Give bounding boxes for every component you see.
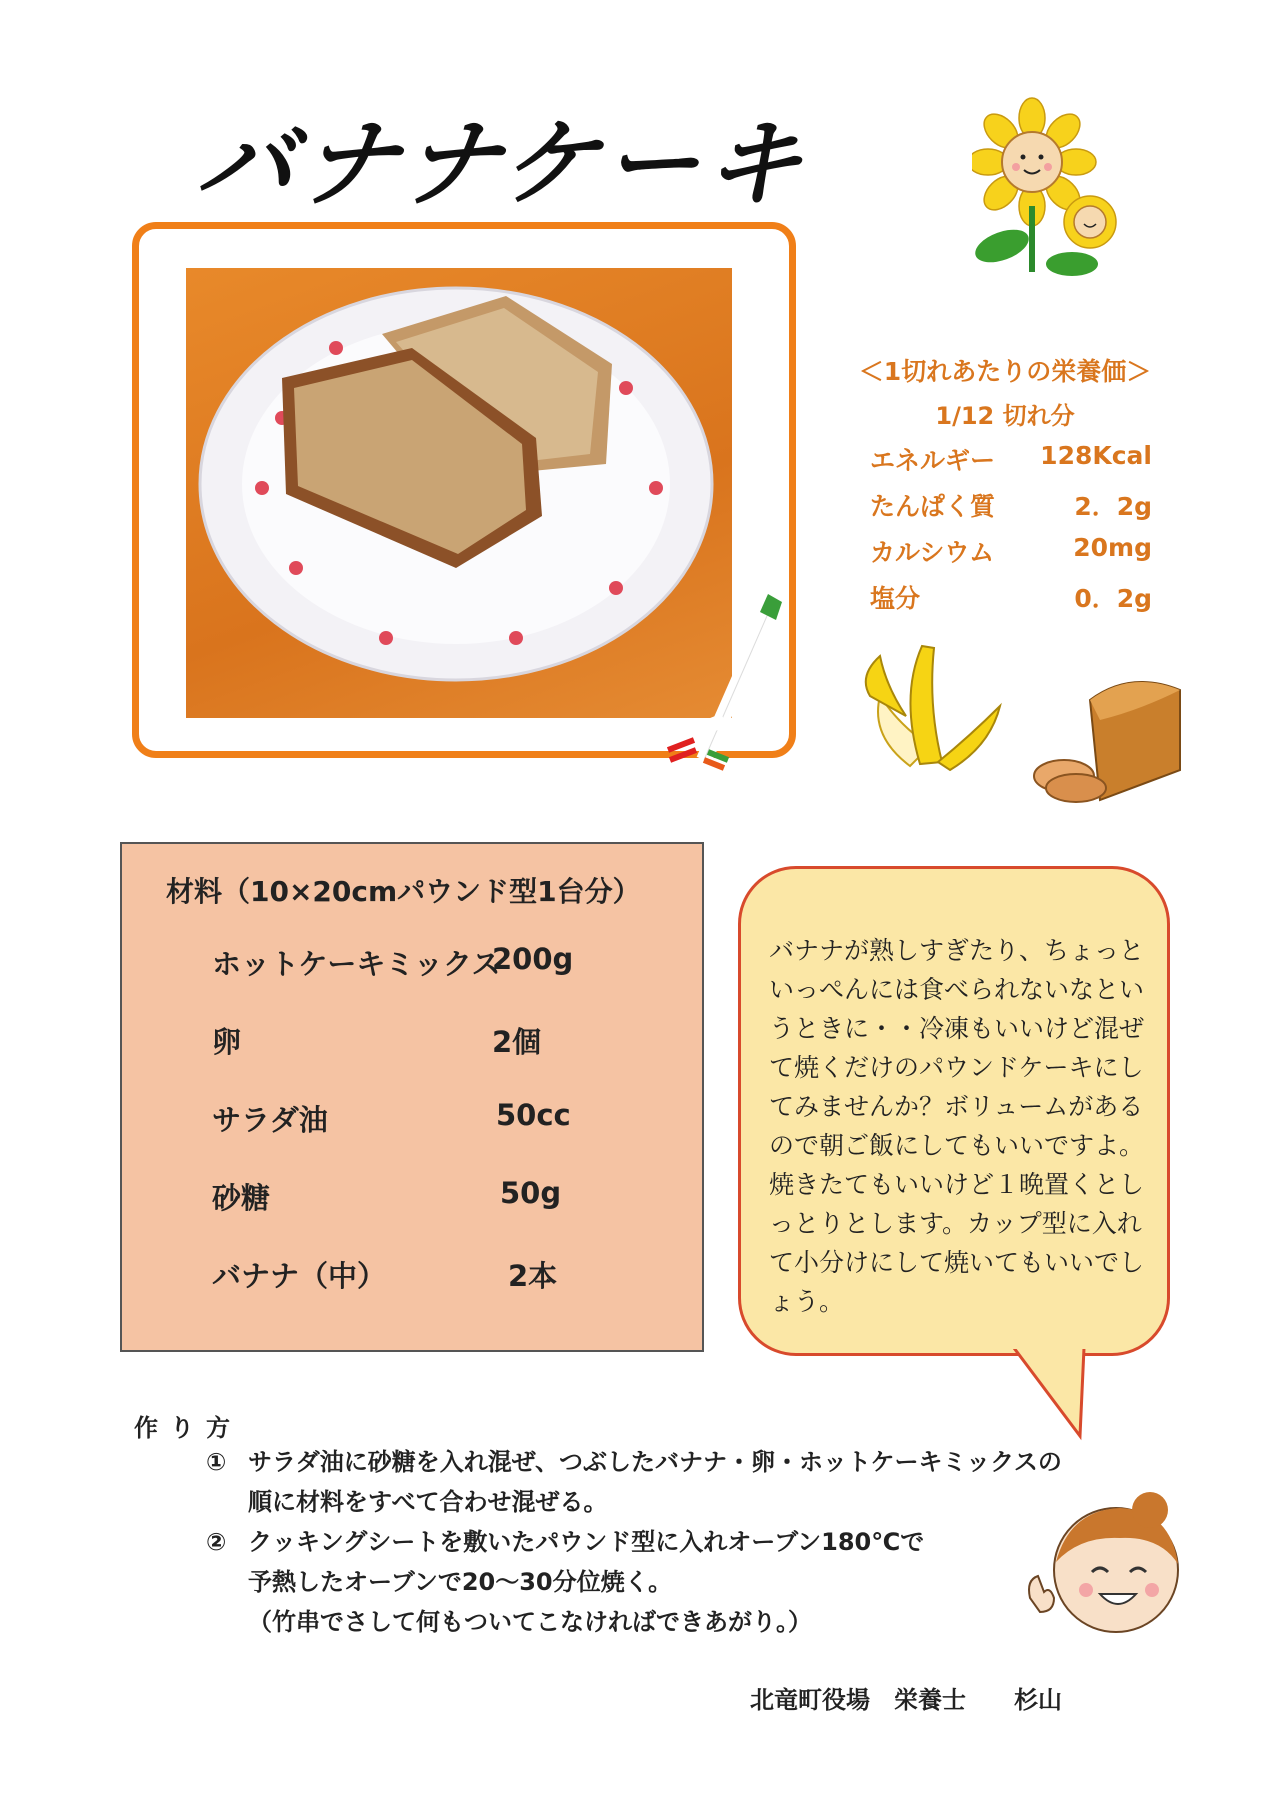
nutrition-row — [840, 441, 1170, 477]
ingredient-amount: 2個 — [492, 1025, 542, 1059]
recipe-title: バナナケーキ — [191, 108, 815, 220]
step-text: 予熱したオーブンで20～30分位焼く。 — [248, 1568, 673, 1596]
step-number: ① — [206, 1448, 227, 1476]
signature: 北竜町役場 栄養士 杉山 — [750, 1686, 1062, 1714]
ingredient-name: 砂糖 — [212, 1181, 271, 1215]
ingredient-name: 卵 — [212, 1025, 242, 1059]
ingredient-amount: 200g — [492, 942, 574, 976]
nutrition-portion: 1/12 切れ分 — [935, 402, 1075, 430]
ingredient-item — [212, 1098, 612, 1139]
method-title: 作り方 — [134, 1414, 242, 1442]
nutritionist-illustration — [1010, 1480, 1200, 1650]
nutrition-row — [840, 487, 1170, 523]
nutrition-value: 2．2g — [1074, 492, 1152, 521]
nutrition-label: エネルギー — [870, 446, 996, 475]
nutrition-row — [840, 533, 1170, 569]
nutrition-value: 128Kcal — [1040, 441, 1152, 470]
step-number: ② — [206, 1528, 227, 1556]
step-text: （竹串でさして何もついてこなければできあがり。） — [248, 1608, 812, 1636]
bubble-tail — [1010, 1346, 1100, 1446]
ingredient-amount: 50g — [500, 1176, 562, 1210]
ingredient-name: ホットケーキミックス — [212, 947, 501, 981]
nutrition-value: 0．2g — [1074, 584, 1152, 613]
banana-illustration — [850, 636, 1010, 776]
ingredients-box — [120, 842, 704, 1352]
step-text: クッキングシートを敷いたパウンド型に入れオーブン180℃で — [248, 1528, 925, 1556]
nutrition-heading: ＜1切れあたりの栄養価＞ — [858, 357, 1152, 386]
nutrition-row — [840, 579, 1170, 615]
ingredient-name: バナナ（中） — [212, 1259, 387, 1293]
banana-cake-photo — [186, 268, 732, 718]
nutrition-label: たんぱく質 — [870, 492, 996, 521]
ingredient-amount: 50cc — [496, 1098, 571, 1132]
ingredient-item — [212, 1020, 612, 1061]
nutrition-label: カルシウム — [870, 538, 995, 567]
step-text: サラダ油に砂糖を入れ混ぜ、つぶしたバナナ・卵・ホットケーキミックスの — [248, 1448, 1062, 1476]
comment-bubble — [738, 866, 1170, 1356]
comment-text: バナナが熟しすぎたり、ちょっといっぺんには食べられないなというときに・・冷凍もいいけど混ぜて焼くだけのパウンドケーキにしてみませんか？ボリュームがあるので朝ご飯にしてもいいですよ。焼きたてもいいけど１晩置くとしっとりとします。カップ型に入れて小分けにして焼いてもいいでしょう。 — [769, 936, 1145, 1316]
step-text: 順に材料をすべて合わせ混ぜる。 — [248, 1488, 608, 1516]
ingredient-amount: 2本 — [508, 1259, 558, 1293]
pound-cake-illustration — [1030, 670, 1200, 810]
nutrition-value: 20mg — [1073, 533, 1152, 562]
ingredient-item — [212, 1254, 612, 1295]
ingredient-name: サラダ油 — [212, 1103, 328, 1137]
ingredient-item — [212, 942, 612, 983]
ingredient-item — [212, 1176, 612, 1217]
sunflower-illustration — [972, 96, 1142, 282]
pencil-decoration — [664, 590, 804, 780]
nutrition-label: 塩分 — [870, 584, 921, 613]
ingredients-title: 材料（10×20cmパウンド型1台分） — [166, 875, 641, 908]
nutrition-panel — [840, 352, 1170, 625]
